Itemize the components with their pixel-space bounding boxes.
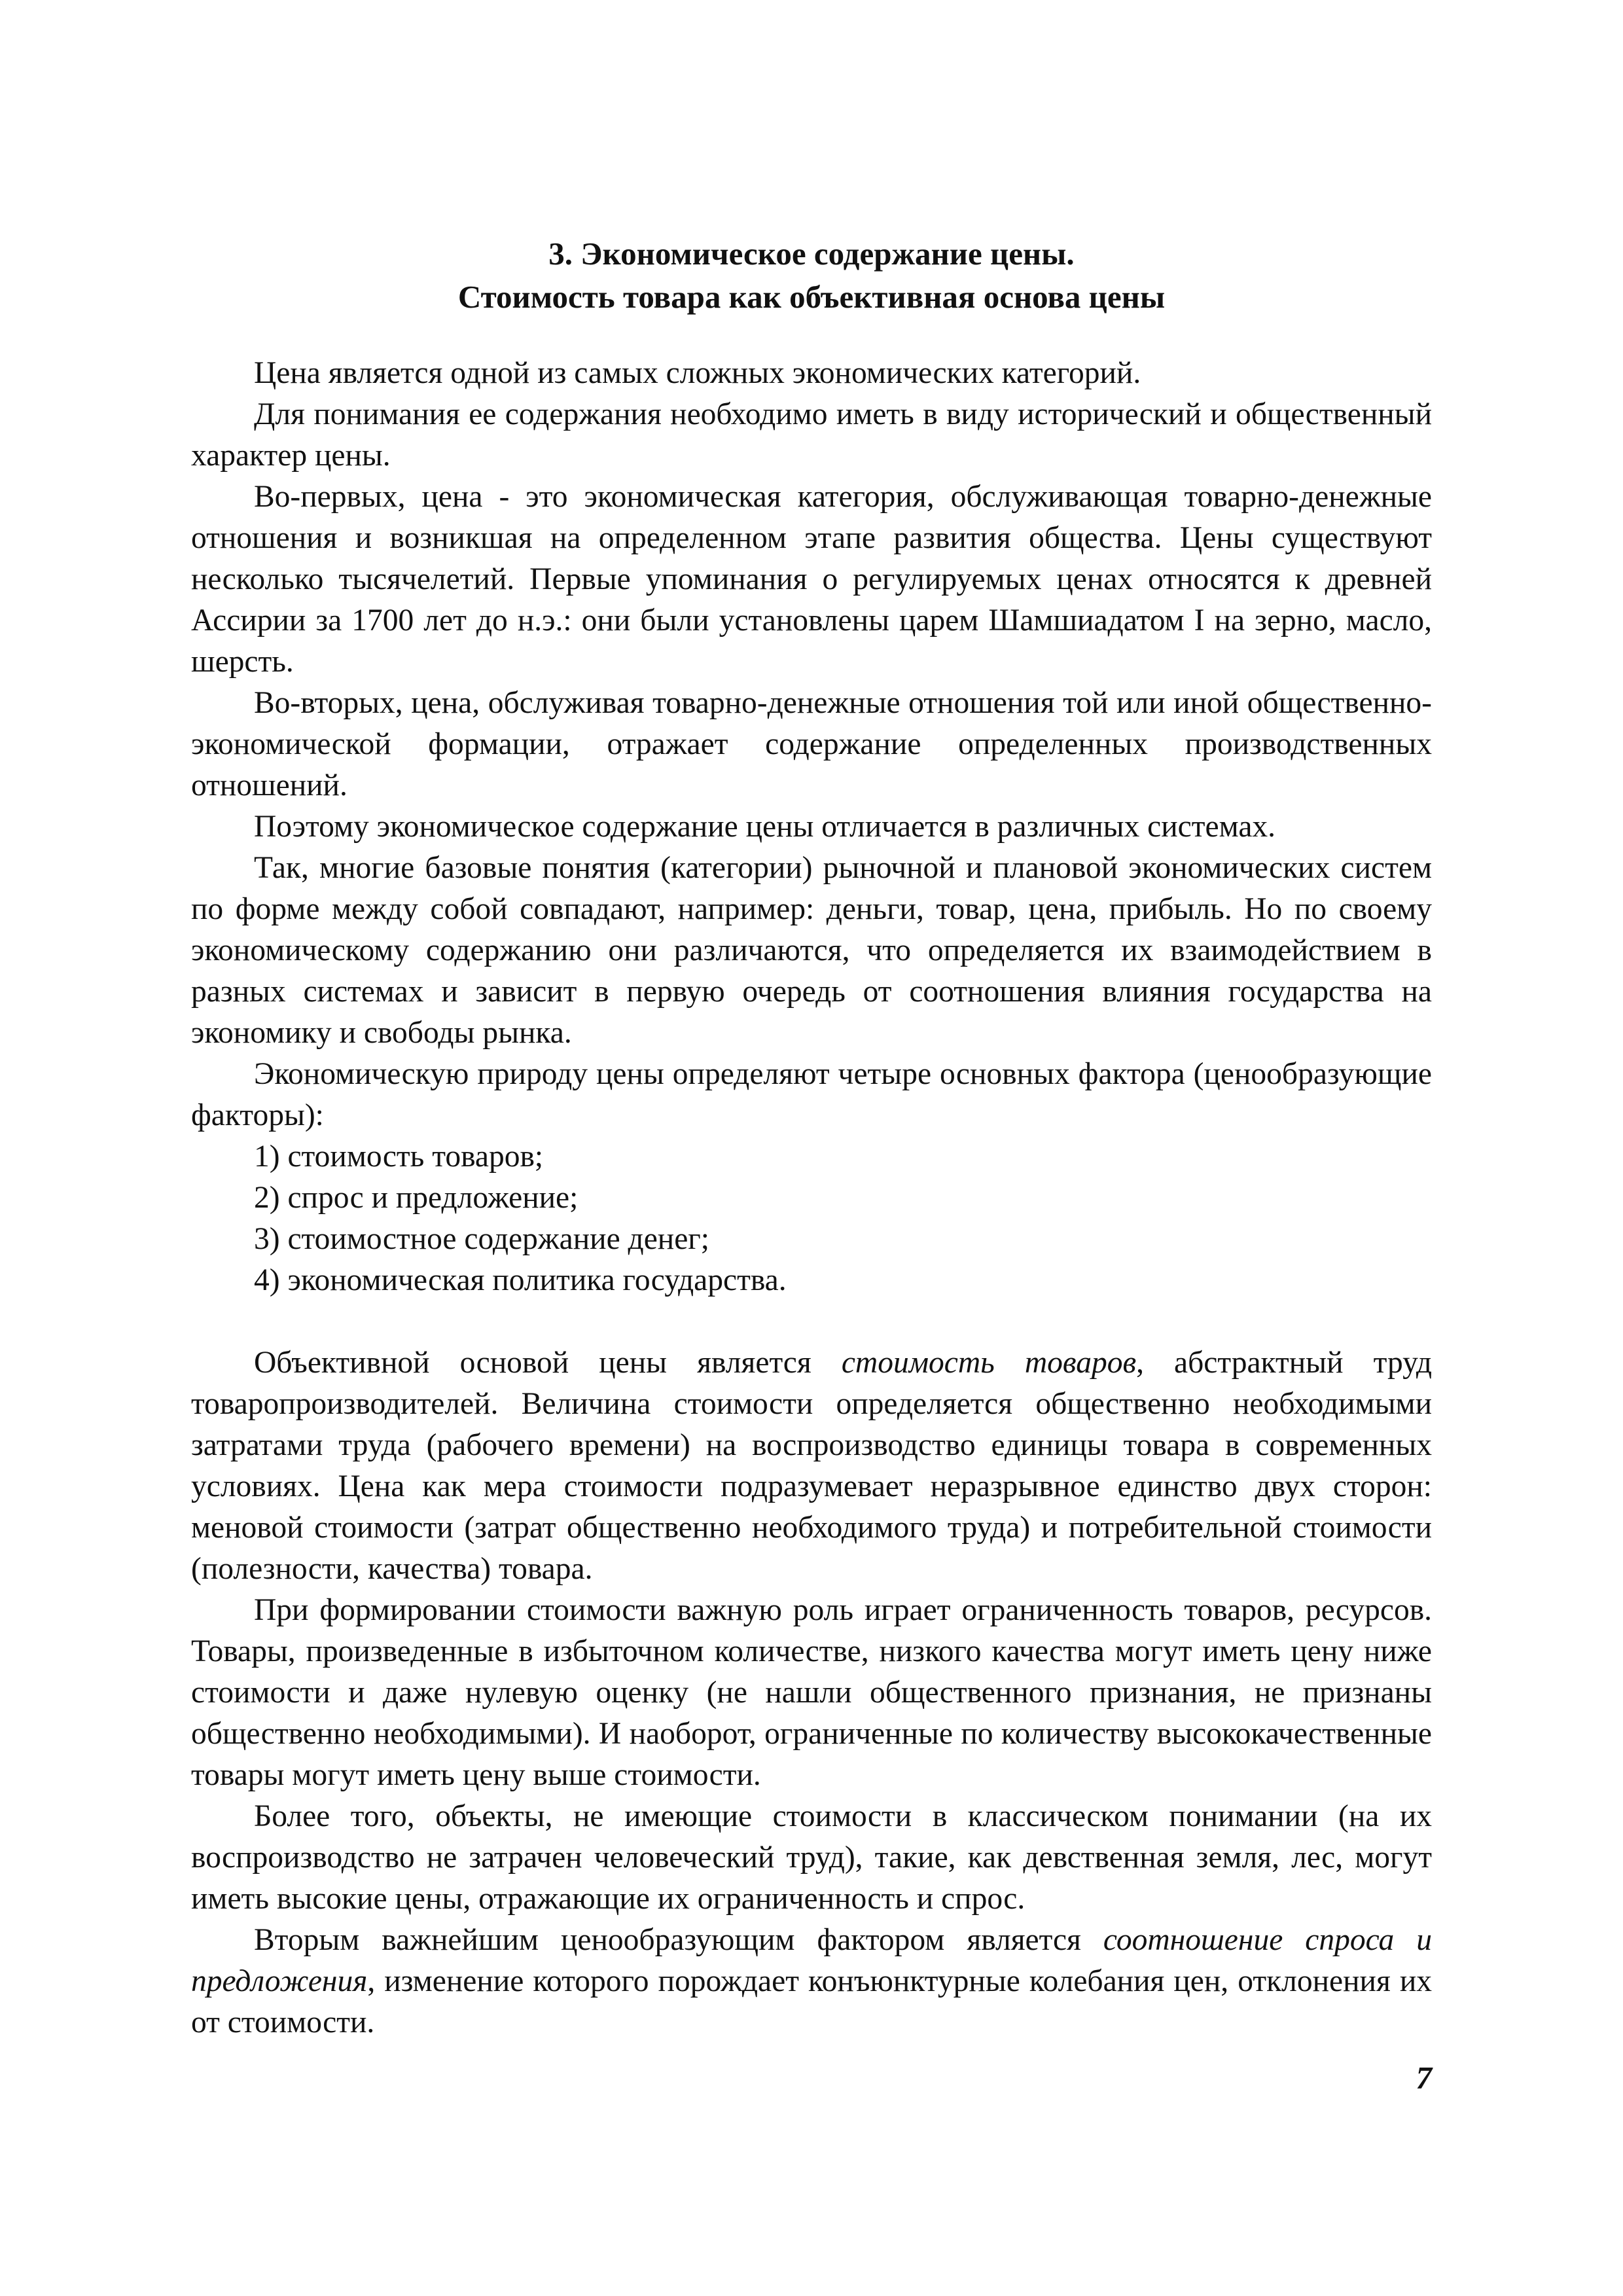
paragraph-3: Во-первых, цена - это экономическая категория, обслуживающая товарно-денежные отношения и возникшая на определенном этапе развития общества. Цены существуют несколько тысячелетий. Первые упоминания о регулируемых ценах относятся к древней Ассирии за 1700 лет до н.э.: они были установлены царем Шамшиадатом I на зерно, масло, шерсть. [191, 480, 1432, 679]
paragraph-5: Поэтому экономическое содержание цены отличается в различных системах. [254, 810, 1276, 844]
paragraph-6: Так, многие базовые понятия (категории) рыночной и плановой экономических систем по форме между собой совпадают, например: деньги, товар, цена, прибыль. Но по своему экономическому содержанию они различаются, что определяется их взаимодействием в разных системах и зависит в первую очередь от соотношения влияния государства на экономику и свободы рынка. [191, 851, 1432, 1050]
paragraph-11 [191, 1920, 1432, 2043]
list-item: 3) стоимостное содержание денег; [254, 1222, 709, 1256]
paragraph-10: Более того, объекты, не имеющие стоимости в классическом понимании (на их воспроизводство не затрачен человеческий труд), такие, как девственная земля, лес, могут иметь высокие цены, отражающие их ограниченность и спрос. [191, 1799, 1432, 1916]
list-item: 2) спрос и предложение; [254, 1181, 579, 1215]
body-text [191, 353, 1432, 2043]
paragraph-8-lead: Объективной основой цены является [254, 1346, 842, 1380]
section-heading [191, 232, 1432, 319]
paragraph-1: Цена является одной из самых сложных экономических категорий. [254, 356, 1141, 390]
paragraph-11-rest: , изменение которого порождает конъюнктурные колебания цен, отклонения их от стоимости. [191, 1964, 1432, 2039]
page-number: 7 [1416, 2060, 1432, 2096]
paragraph-8-rest: , абстрактный труд товаропроизводителей. Величина стоимости определяется общественно необходимыми затратами труда (рабочего времени) на воспроизводство единицы товара в современных условиях. Цена как мера стоимости подразумевает неразрывное единство двух сторон: меновой стоимости (затрат общественно необходимого труда) и потребительной стоимости (полезности, качества) товара. [191, 1346, 1432, 1586]
page-content [191, 232, 1432, 2043]
list-item: 4) экономическая политика государства. [254, 1263, 787, 1297]
paragraph-11-lead: Вторым важнейшим ценообразующим фактором является [254, 1923, 1103, 1957]
heading-line-1: 3. Экономическое содержание цены. [548, 236, 1075, 272]
paragraph-7: Экономическую природу цены определяют четыре основных фактора (ценообразующие факторы): [191, 1057, 1432, 1132]
paragraph-gap [191, 1301, 1432, 1342]
list-item: 1) стоимость товаров; [254, 1139, 544, 1174]
emphasis-supply-demand: соотношение спроса и предложения [191, 1923, 1432, 1998]
paragraph-2: Для понимания ее содержания необходимо иметь в виду исторический и общественный характер цены. [191, 397, 1432, 473]
heading-line-2: Стоимость товара как объективная основа цены [457, 279, 1166, 315]
paragraph-9: При формировании стоимости важную роль играет ограниченность товаров, ресурсов. Товары, произведенные в избыточном количестве, низкого качества могут иметь цену ниже стоимости и даже нулевую оценку (не нашли общественного признания, не признаны общественно необходимыми). И наоборот, ограниченные по количеству высококачественные товары могут иметь цену выше стоимости. [191, 1593, 1432, 1792]
emphasis-cost-of-goods: стоимость товаров [841, 1346, 1137, 1380]
paragraph-8 [191, 1342, 1432, 1590]
paragraph-4: Во-вторых, цена, обслуживая товарно-денежные отношения той или иной общественно-экономической формации, отражает содержание определенных производственных отношений. [191, 686, 1432, 802]
